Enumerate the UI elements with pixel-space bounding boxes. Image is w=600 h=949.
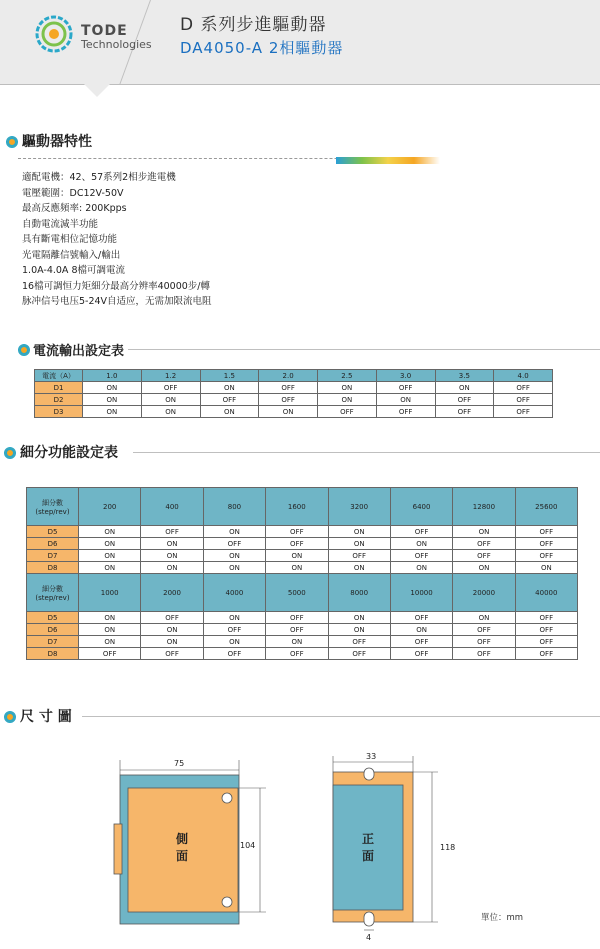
table-cell: ON <box>141 394 200 406</box>
micro-col-header: 5000 <box>266 574 328 612</box>
section-bullet-icon <box>4 711 16 723</box>
micro-col-header: 800 <box>203 488 265 526</box>
table-cell: OFF <box>515 550 577 562</box>
feature-item: 最高反應頻率: 200Kpps <box>22 203 127 214</box>
brand-subtitle: Technologies <box>81 38 152 51</box>
table-cell: ON <box>390 562 452 574</box>
micro-col-header: 20000 <box>453 574 515 612</box>
table-cell: ON <box>328 526 390 538</box>
table-row <box>27 526 578 538</box>
table-cell: ON <box>203 562 265 574</box>
table-row <box>35 394 553 406</box>
table-cell: ON <box>318 394 377 406</box>
table-cell: ON <box>203 636 265 648</box>
table-cell: ON <box>390 538 452 550</box>
row-label: D1 <box>35 382 83 394</box>
feature-item: 自動電流減半功能 <box>22 218 99 230</box>
side-view-label-1: 側 <box>176 832 189 846</box>
table-cell: ON <box>435 382 494 394</box>
table-cell: ON <box>141 624 203 636</box>
front-view-label-1: 正 <box>362 832 375 846</box>
table-cell: OFF <box>328 636 390 648</box>
page-subtitle: DA4050-A 2相驅動器 <box>180 39 344 57</box>
front-slot-top <box>364 768 374 780</box>
front-slot-label: 4 <box>366 933 372 942</box>
row-label: D6 <box>27 538 79 550</box>
table-cell: OFF <box>266 648 328 660</box>
current-col-header: 2.5 <box>318 370 377 382</box>
table-cell: OFF <box>141 526 203 538</box>
current-col-header: 3.5 <box>435 370 494 382</box>
table-cell: ON <box>203 526 265 538</box>
table-cell: ON <box>200 382 259 394</box>
gradient-bar <box>336 157 440 164</box>
section-bullet-icon <box>6 136 18 148</box>
micro-col-header: 8000 <box>328 574 390 612</box>
table-cell: OFF <box>200 394 259 406</box>
table-cell: ON <box>141 538 203 550</box>
table-cell: OFF <box>266 612 328 624</box>
table-row <box>27 538 578 550</box>
table-cell: OFF <box>259 382 318 394</box>
front-teal-panel <box>333 785 403 910</box>
table-cell: OFF <box>141 382 200 394</box>
table-row <box>27 562 578 574</box>
table-row <box>27 636 578 648</box>
table-cell: OFF <box>141 612 203 624</box>
features-list <box>22 170 212 310</box>
table-cell: OFF <box>494 382 553 394</box>
table-cell: ON <box>203 550 265 562</box>
table-cell: ON <box>79 538 141 550</box>
micro-col-header: 25600 <box>515 488 577 526</box>
table-cell: ON <box>79 550 141 562</box>
feature-item: 16檔可調恒力矩細分最高分辨率40000步/轉 <box>22 280 211 292</box>
table-row <box>35 406 553 418</box>
table-cell: OFF <box>390 612 452 624</box>
table-cell: ON <box>141 562 203 574</box>
micro-section-line <box>133 452 600 453</box>
table-cell: ON <box>328 538 390 550</box>
current-col-header: 3.0 <box>376 370 435 382</box>
table-cell: ON <box>259 406 318 418</box>
micro-col-header: 6400 <box>390 488 452 526</box>
table-cell: ON <box>515 562 577 574</box>
table-cell: OFF <box>79 648 141 660</box>
dims-title: 尺 寸 圖 <box>20 709 72 725</box>
row-label: D2 <box>35 394 83 406</box>
table-cell: OFF <box>203 538 265 550</box>
current-table-title: 電流輸出設定表 <box>33 344 125 359</box>
table-cell: OFF <box>515 612 577 624</box>
features-title: 驅動器特性 <box>22 134 92 150</box>
table-cell: OFF <box>435 406 494 418</box>
table-cell: ON <box>203 612 265 624</box>
side-view-label-2: 面 <box>176 849 189 863</box>
header-notch <box>84 84 110 97</box>
table-cell: OFF <box>259 394 318 406</box>
table-cell: OFF <box>390 526 452 538</box>
table-cell: ON <box>266 550 328 562</box>
micro-col-header: 1000 <box>79 574 141 612</box>
table-cell: ON <box>328 624 390 636</box>
table-cell: OFF <box>435 394 494 406</box>
table-row <box>35 382 553 394</box>
table-cell: OFF <box>515 636 577 648</box>
table-cell: OFF <box>266 526 328 538</box>
feature-item: 光電隔離信號輸入/輸出 <box>22 249 121 261</box>
section-bullet-icon <box>4 447 16 459</box>
micro-col-header: 10000 <box>390 574 452 612</box>
row-label: D6 <box>27 624 79 636</box>
table-cell: OFF <box>494 406 553 418</box>
row-label: D7 <box>27 550 79 562</box>
feature-item: 1.0A-4.0A 8檔可調電流 <box>22 265 125 276</box>
mount-hole-bottom <box>222 897 232 907</box>
table-cell: ON <box>141 406 200 418</box>
table-cell: OFF <box>203 624 265 636</box>
table-cell: OFF <box>376 406 435 418</box>
table-cell: OFF <box>141 648 203 660</box>
table-cell: ON <box>79 636 141 648</box>
micro-col-header: 12800 <box>453 488 515 526</box>
table-row <box>27 648 578 660</box>
table-cell: ON <box>83 406 142 418</box>
current-header-label: 電流（A） <box>35 370 83 382</box>
micro-table-title: 細分功能設定表 <box>20 445 118 461</box>
table-cell: ON <box>83 394 142 406</box>
table-cell: OFF <box>453 538 515 550</box>
dims-section-line <box>82 716 600 717</box>
micro-header-line1: 細分數 <box>42 498 63 507</box>
micro-header-label <box>27 574 79 612</box>
micro-header-line2: (step/rev) <box>35 593 70 602</box>
table-row <box>27 612 578 624</box>
table-cell: ON <box>141 636 203 648</box>
current-col-header: 2.0 <box>259 370 318 382</box>
table-cell: OFF <box>453 636 515 648</box>
table-row <box>27 624 578 636</box>
table-cell: OFF <box>390 648 452 660</box>
front-height-label: 118 <box>440 843 456 852</box>
table-cell: ON <box>328 562 390 574</box>
micro-col-header: 40000 <box>515 574 577 612</box>
table-cell: OFF <box>515 648 577 660</box>
front-view-label-2: 面 <box>362 849 375 863</box>
micro-col-header: 200 <box>79 488 141 526</box>
row-label: D8 <box>27 562 79 574</box>
table-cell: ON <box>266 636 328 648</box>
current-col-header: 4.0 <box>494 370 553 382</box>
feature-item: 適配電機：42、57系列2相步進電機 <box>22 172 176 183</box>
front-slot-bottom <box>364 912 374 926</box>
table-cell: ON <box>83 382 142 394</box>
current-table <box>34 369 553 418</box>
table-cell: OFF <box>453 624 515 636</box>
table-cell: ON <box>79 624 141 636</box>
table-cell: OFF <box>515 624 577 636</box>
table-cell: ON <box>328 612 390 624</box>
feature-item: 脉冲信号电压5-24V自适应，无需加限流电阻 <box>22 296 212 307</box>
table-cell: ON <box>390 624 452 636</box>
table-cell: OFF <box>318 406 377 418</box>
micro-col-header: 400 <box>141 488 203 526</box>
current-col-header: 1.5 <box>200 370 259 382</box>
section-bullet-icon <box>18 344 30 356</box>
side-width-label: 75 <box>174 759 185 768</box>
table-cell: OFF <box>203 648 265 660</box>
table-cell: ON <box>453 526 515 538</box>
micro-col-header: 2000 <box>141 574 203 612</box>
table-cell: ON <box>453 562 515 574</box>
table-cell: ON <box>200 406 259 418</box>
feature-item: 具有斷電相位記憶功能 <box>22 234 118 245</box>
table-row <box>27 550 578 562</box>
current-section-line <box>128 349 600 350</box>
micro-col-header: 4000 <box>203 574 265 612</box>
table-cell: ON <box>376 394 435 406</box>
table-cell: ON <box>318 382 377 394</box>
mount-hole-top <box>222 793 232 803</box>
row-label: D7 <box>27 636 79 648</box>
table-cell: OFF <box>390 550 452 562</box>
table-cell: OFF <box>390 636 452 648</box>
micro-col-header: 3200 <box>328 488 390 526</box>
micro-col-header: 1600 <box>266 488 328 526</box>
table-cell: OFF <box>376 382 435 394</box>
micro-header-line1: 細分數 <box>42 584 63 593</box>
table-cell: OFF <box>266 538 328 550</box>
brand-name: TODE <box>81 23 128 39</box>
table-cell: OFF <box>453 550 515 562</box>
table-cell: ON <box>266 562 328 574</box>
microstep-table <box>26 487 578 660</box>
current-col-header: 1.2 <box>141 370 200 382</box>
row-label: D3 <box>35 406 83 418</box>
side-height-label: 104 <box>240 841 256 850</box>
side-view <box>114 759 266 924</box>
unit-label: 單位：mm <box>481 913 524 923</box>
row-label: D8 <box>27 648 79 660</box>
micro-header-line2: (step/rev) <box>35 507 70 516</box>
table-cell: OFF <box>453 648 515 660</box>
table-cell: ON <box>141 550 203 562</box>
table-cell: ON <box>79 526 141 538</box>
table-cell: ON <box>79 612 141 624</box>
side-connector <box>114 824 122 874</box>
current-col-header: 1.0 <box>83 370 142 382</box>
table-cell: ON <box>453 612 515 624</box>
table-cell: OFF <box>515 538 577 550</box>
row-label: D5 <box>27 526 79 538</box>
front-width-label: 33 <box>366 752 377 761</box>
table-cell: OFF <box>515 526 577 538</box>
table-cell: OFF <box>328 550 390 562</box>
micro-header-label <box>27 488 79 526</box>
feature-item: 電壓範圍：DC12V-50V <box>22 187 124 199</box>
table-cell: OFF <box>494 394 553 406</box>
table-cell: OFF <box>328 648 390 660</box>
tode-logo-icon <box>34 14 74 54</box>
row-label: D5 <box>27 612 79 624</box>
table-cell: OFF <box>266 624 328 636</box>
front-view <box>333 752 455 942</box>
table-cell: ON <box>79 562 141 574</box>
page-title: D 系列步進驅動器 <box>180 15 327 35</box>
